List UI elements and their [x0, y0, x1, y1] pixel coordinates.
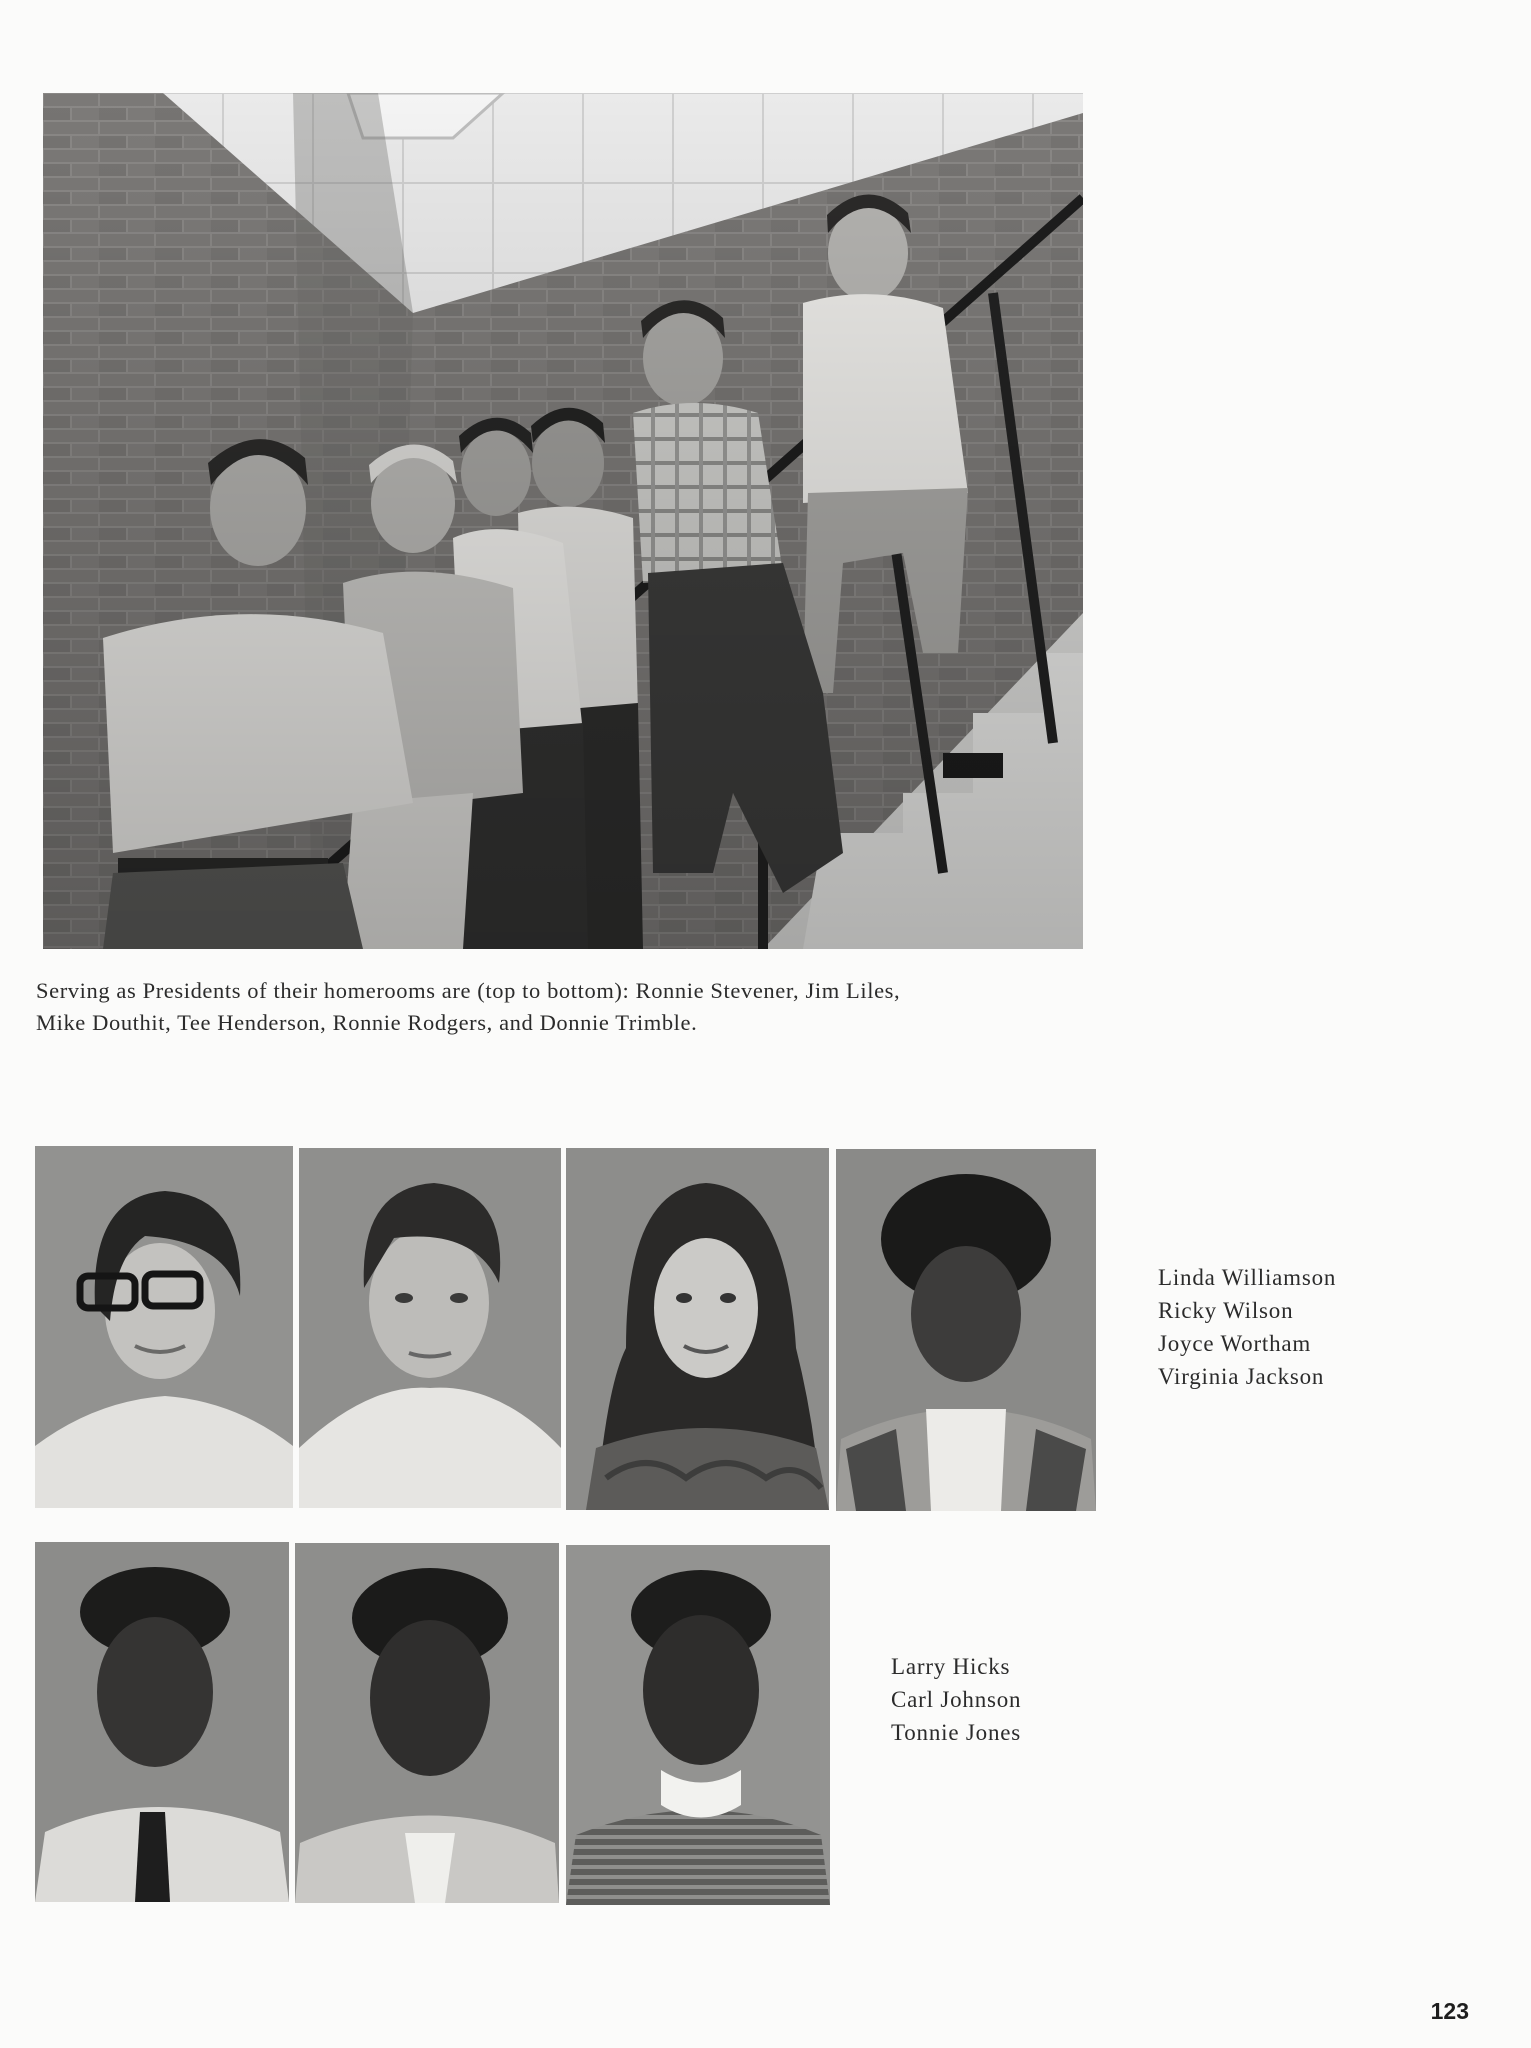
page-number: 123: [1430, 1998, 1469, 2024]
portrait-names-row-1: [1158, 1261, 1336, 1393]
portrait-image: [566, 1545, 830, 1905]
student-name: Linda Williamson: [1158, 1265, 1337, 1290]
caption-line: Mike Douthit, Tee Henderson, Ronnie Rodgers, and Donnie Trimble.: [36, 1010, 698, 1035]
portrait-image: [299, 1148, 561, 1508]
student-name: Ricky Wilson: [1158, 1298, 1294, 1323]
student-name: Larry Hicks: [891, 1654, 1011, 1679]
group-photo: [43, 93, 1083, 949]
portrait-virginia-jackson: [836, 1149, 1096, 1511]
student-name: Tonnie Jones: [891, 1720, 1022, 1745]
student-name: Virginia Jackson: [1158, 1364, 1325, 1389]
portrait-larry-hicks: [35, 1542, 289, 1902]
portrait-image: [35, 1542, 289, 1902]
group-photo-image: [43, 93, 1083, 949]
portrait-image: [836, 1149, 1096, 1511]
portrait-image: [35, 1146, 293, 1508]
group-photo-caption: [36, 975, 1096, 1039]
portrait-linda-williamson: [35, 1146, 293, 1508]
portrait-names-row-2: [891, 1650, 1021, 1749]
caption-line: Serving as Presidents of their homerooms are (top to bottom): Ronnie Stevener, Jim Liles,: [36, 978, 901, 1003]
portrait-carl-johnson: [295, 1543, 559, 1903]
portrait-image: [295, 1543, 559, 1903]
student-name: Carl Johnson: [891, 1687, 1022, 1712]
portrait-image: [566, 1148, 829, 1510]
portrait-joyce-wortham: [566, 1148, 829, 1510]
portrait-tonnie-jones: [566, 1545, 830, 1905]
student-name: Joyce Wortham: [1158, 1331, 1312, 1356]
portrait-ricky-wilson: [299, 1148, 561, 1508]
